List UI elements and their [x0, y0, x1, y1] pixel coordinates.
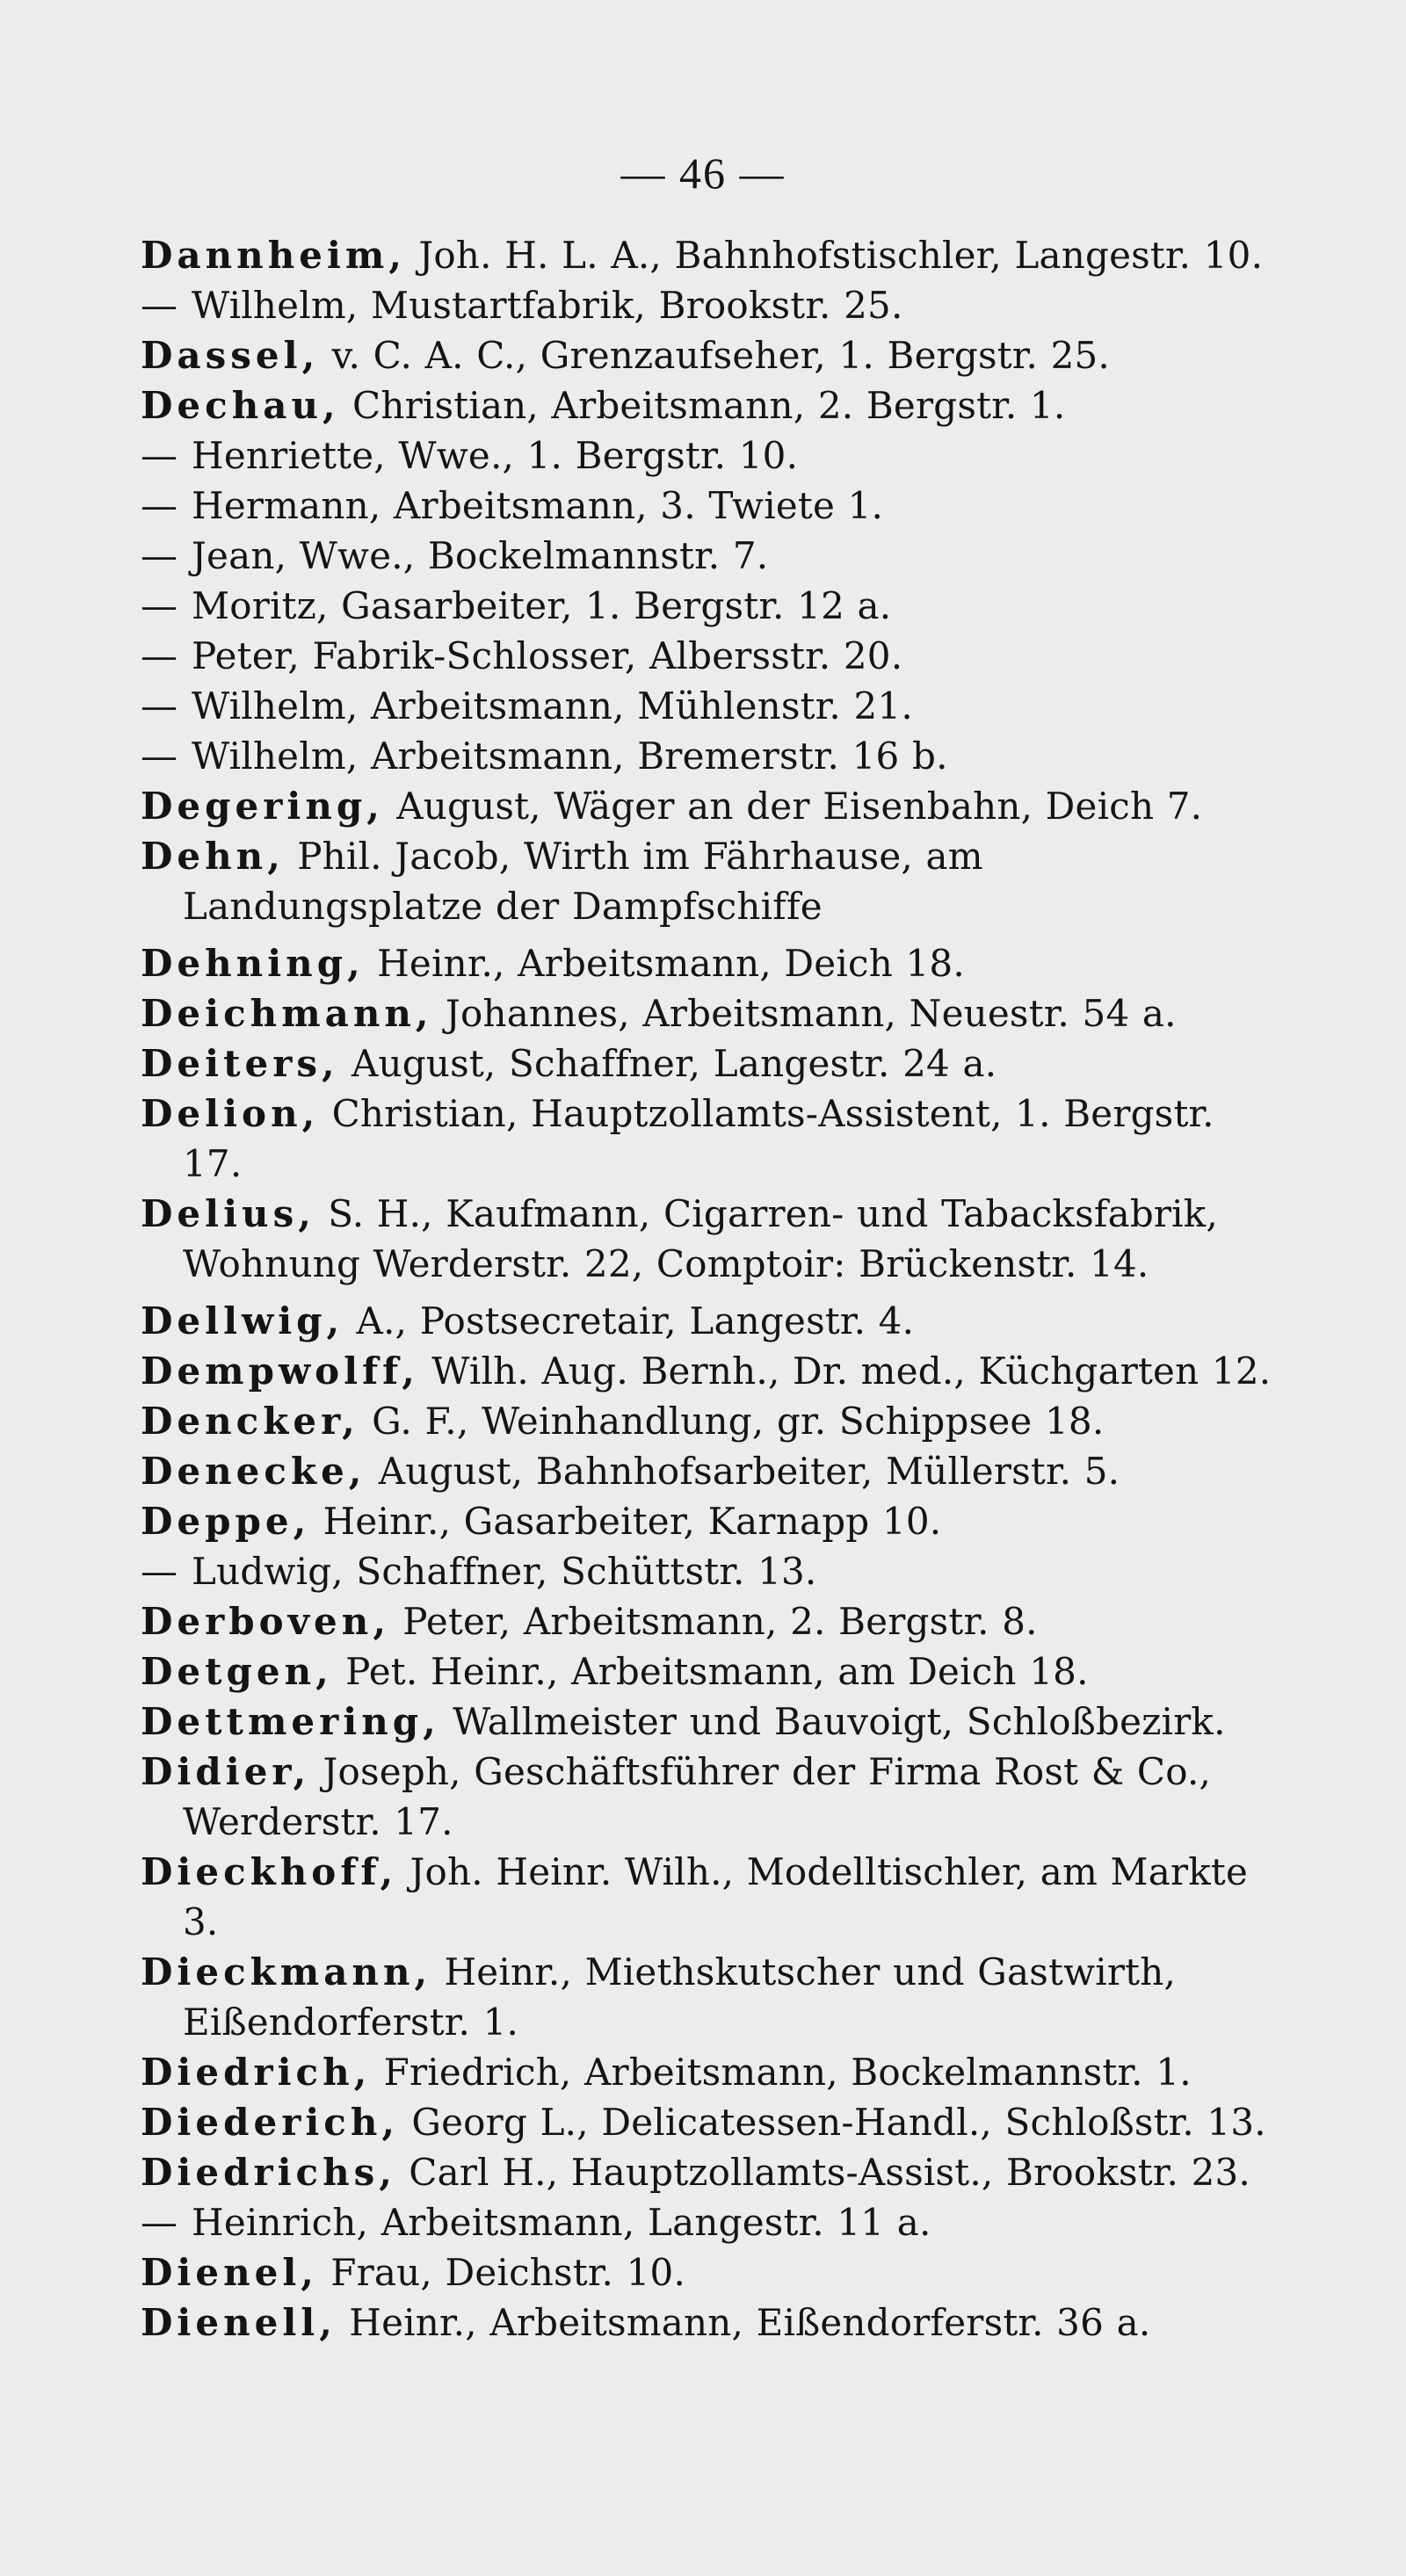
directory-entry [141, 1038, 1283, 1089]
entry-details: Wilhelm, Mustartfabrik, Brookstr. 25. [192, 284, 903, 327]
directory-entry [141, 1546, 1283, 1596]
entry-details: S. H., Kaufmann, Cigarren- und Tabacksfabrik, Wohnung Werderstr. 22, Comptoir: Brückenstr. 14. [183, 1192, 1219, 1285]
entry-surname: Didier, [141, 1750, 311, 1793]
directory-entry [141, 831, 1283, 931]
directory-entry [141, 1847, 1283, 1947]
directory-entry [141, 2297, 1283, 2348]
entry-details: Wilhelm, Arbeitsmann, Bremerstr. 16 b. [192, 734, 948, 778]
entry-surname: Deiters, [141, 1042, 339, 1085]
directory-entry [141, 1646, 1283, 1697]
directory-entry [141, 481, 1283, 531]
entry-details: Johannes, Arbeitsmann, Neuestr. 54 a. [445, 992, 1177, 1035]
entry-surname: Dassel, [141, 334, 320, 377]
directory-entry [141, 2097, 1283, 2147]
entry-details: Wilh. Aug. Bernh., Dr. med., Küchgarten 12. [431, 1350, 1272, 1393]
entry-details: A., Postsecretair, Langestr. 4. [356, 1299, 915, 1342]
directory-entry [141, 938, 1283, 988]
entry-surname: Dencker, [141, 1400, 359, 1443]
entry-details: Christian, Arbeitsmann, 2. Bergstr. 1. [352, 384, 1066, 427]
entry-details: Joseph, Geschäftsführer der Firma Rost & Co., Werderstr. 17. [183, 1750, 1212, 1843]
directory-entry [141, 330, 1283, 380]
entry-surname: Diedrichs, [141, 2151, 396, 2194]
entry-details: Wallmeister und Bauvoigt, Schloßbezirk. [453, 1700, 1226, 1743]
entry-details: Peter, Arbeitsmann, 2. Bergstr. 8. [402, 1600, 1038, 1643]
entry-details: August, Wäger an der Eisenbahn, Deich 7. [396, 785, 1203, 828]
entry-surname: Dechau, [141, 384, 340, 427]
entry-surname: Delius, [141, 1192, 315, 1235]
directory-entry [141, 631, 1283, 681]
entry-details: Ludwig, Schaffner, Schüttstr. 13. [192, 1550, 817, 1593]
entry-details: Heinr., Arbeitsmann, Eißendorferstr. 36 a. [349, 2301, 1151, 2344]
entry-details: Hermann, Arbeitsmann, 3. Twiete 1. [192, 484, 884, 527]
ditto-dash: — [141, 1550, 178, 1593]
entry-surname: Diedrich, [141, 2051, 372, 2094]
directory-entry [141, 380, 1283, 431]
ditto-dash: — [141, 434, 178, 477]
entry-surname: Diederich, [141, 2101, 400, 2144]
entry-details: Joh. Heinr. Wilh., Modelltischler, am Markte 3. [183, 1850, 1249, 1943]
entry-surname: Deichmann, [141, 992, 433, 1035]
ditto-dash: — [141, 684, 178, 727]
directory-entry [141, 1296, 1283, 1346]
directory-entry [141, 2047, 1283, 2097]
ditto-dash: — [141, 734, 178, 778]
directory-entry [141, 230, 1283, 280]
entry-details: August, Schaffner, Langestr. 24 a. [351, 1042, 997, 1085]
ditto-dash: — [141, 2201, 178, 2244]
directory-entry [141, 1446, 1283, 1496]
entry-surname: Dienel, [141, 2251, 318, 2294]
entry-details: Wilhelm, Arbeitsmann, Mühlenstr. 21. [192, 684, 913, 727]
entry-details: Jean, Wwe., Bockelmannstr. 7. [192, 534, 769, 577]
entry-details: August, Bahnhofsarbeiter, Müllerstr. 5. [378, 1450, 1120, 1493]
entry-surname: Dellwig, [141, 1299, 344, 1342]
entry-details: Heinr., Miethskutscher und Gastwirth, Eißendorferstr. 1. [183, 1950, 1177, 2044]
directory-entry [141, 1089, 1283, 1189]
entry-surname: Dehning, [141, 942, 365, 985]
entry-surname: Dehn, [141, 835, 285, 878]
directory-entry [141, 1697, 1283, 1747]
entry-surname: Dempwolff, [141, 1350, 419, 1393]
entry-surname: Derboven, [141, 1600, 390, 1643]
entry-details: Christian, Hauptzollamts-Assistent, 1. Bergstr. 17. [183, 1092, 1214, 1185]
entry-details: Peter, Fabrik-Schlosser, Albersstr. 20. [192, 634, 903, 677]
entry-surname: Dieckmann, [141, 1950, 432, 1994]
ditto-dash: — [141, 584, 178, 627]
directory-entry [141, 1396, 1283, 1446]
entry-details: Moritz, Gasarbeiter, 1. Bergstr. 12 a. [192, 584, 892, 627]
entry-details: Phil. Jacob, Wirth im Fährhause, am Landungsplatze der Dampfschiffe [183, 835, 983, 928]
entry-details: v. C. A. C., Grenzaufseher, 1. Bergstr. 25. [331, 334, 1110, 377]
entry-details: Frau, Deichstr. 10. [330, 2251, 686, 2294]
directory-entry [141, 731, 1283, 781]
directory-entry [141, 1346, 1283, 1396]
ditto-dash: — [141, 484, 178, 527]
entry-surname: Detgen, [141, 1650, 333, 1693]
directory-entry [141, 988, 1283, 1038]
directory-entry [141, 581, 1283, 631]
directory-entry [141, 681, 1283, 731]
entry-surname: Dannheim, [141, 234, 406, 277]
entry-surname: Degering, [141, 785, 384, 828]
directory-entry [141, 1189, 1283, 1289]
entry-details: G. F., Weinhandlung, gr. Schippsee 18. [372, 1400, 1105, 1443]
entry-details: Heinrich, Arbeitsmann, Langestr. 11 a. [192, 2201, 931, 2244]
entry-details: Friedrich, Arbeitsmann, Bockelmannstr. 1. [383, 2051, 1192, 2094]
ditto-dash: — [141, 634, 178, 677]
page-number: — 46 — [620, 148, 786, 198]
entry-details: Carl H., Hauptzollamts-Assist., Brookstr. 23. [409, 2151, 1250, 2194]
directory-entry [141, 1947, 1283, 2047]
entry-surname: Deppe, [141, 1500, 311, 1543]
entry-details: Georg L., Delicatessen-Handl., Schloßstr. 13. [411, 2101, 1266, 2144]
directory-entry [141, 531, 1283, 581]
entry-details: Henriette, Wwe., 1. Bergstr. 10. [192, 434, 799, 477]
directory-entry [141, 431, 1283, 481]
entry-details: Joh. H. L. A., Bahnhofstischler, Langestr. 10. [418, 234, 1264, 277]
entry-details: Heinr., Gasarbeiter, Karnapp 10. [323, 1500, 942, 1543]
directory-entry [141, 2247, 1283, 2297]
entry-surname: Dieckhoff, [141, 1850, 398, 1893]
directory-entry [141, 2197, 1283, 2247]
directory-entry [141, 781, 1283, 831]
directory-entries [141, 230, 1283, 2348]
directory-entry [141, 1596, 1283, 1646]
entry-surname: Dettmering, [141, 1700, 440, 1743]
directory-entry [141, 1747, 1283, 1847]
entry-surname: Delion, [141, 1092, 320, 1135]
entry-details: Pet. Heinr., Arbeitsmann, am Deich 18. [345, 1650, 1089, 1693]
entry-surname: Dienell, [141, 2301, 337, 2344]
directory-entry [141, 280, 1283, 330]
ditto-dash: — [141, 534, 178, 577]
ditto-dash: — [141, 284, 178, 327]
entry-details: Heinr., Arbeitsmann, Deich 18. [377, 942, 965, 985]
directory-entry [141, 1496, 1283, 1546]
entry-surname: Denecke, [141, 1450, 366, 1493]
directory-entry [141, 2147, 1283, 2197]
